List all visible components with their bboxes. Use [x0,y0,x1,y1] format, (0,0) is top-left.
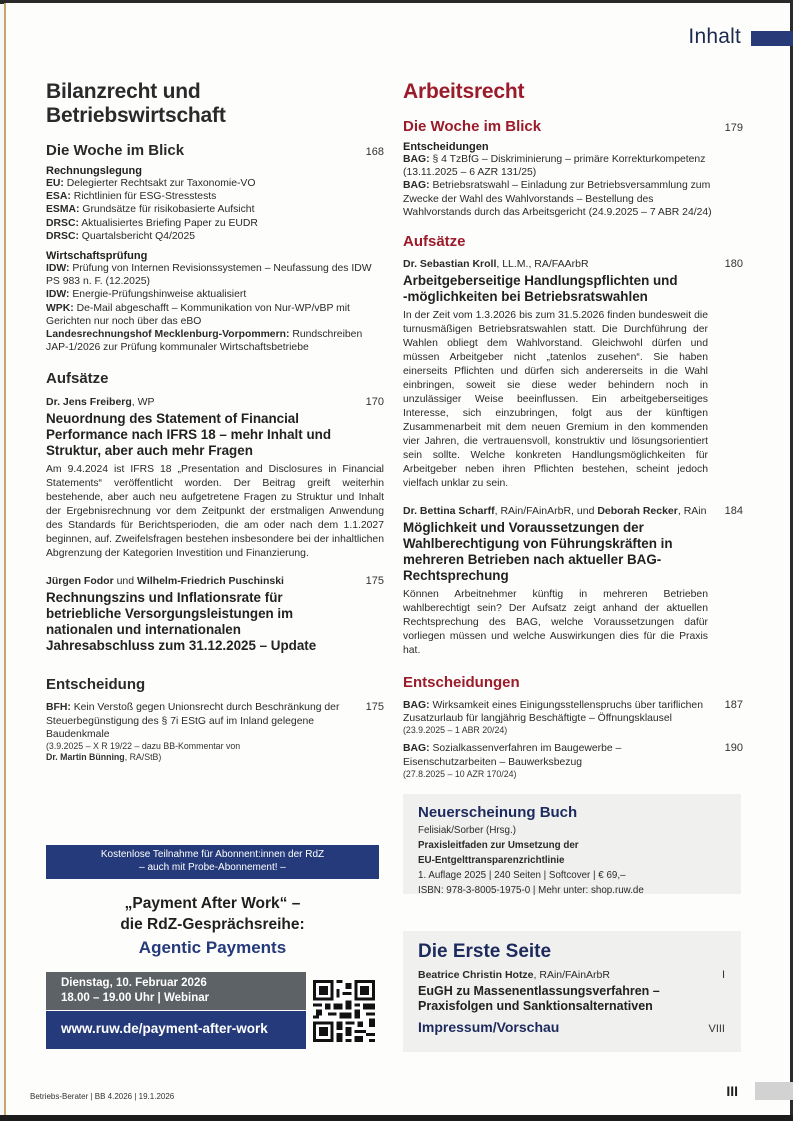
article-title[interactable]: Rechnungszins und Inflationsrate für betriebliche Versorgungsleistungen im nationalen und internationalen Jahresabschluss zum 31.12.2025 – Update [46,590,317,654]
list-item[interactable]: IDW: Energie-Prüfungshinweise aktualisiert [46,289,247,301]
woche-title[interactable]: Die Woche im Blick [46,142,185,159]
first-page-box [403,931,741,1052]
decision-text: BFH: Kein Verstoß gegen Unionsrecht durch Beschränkung der Steuerbegünstigung des § 7i EStG auf im Inland gelegene Baudenkmale [46,702,340,740]
first-page-author-row [418,969,725,981]
aufsaetze-title: Aufsätze [46,370,109,388]
list-item[interactable]: WPK: De-Mail abgeschafft – Kommunikation von Nur-WP/vBP mit Gerichten nur noch über das eBO [46,302,350,327]
woche-header [403,118,743,135]
book-isbn[interactable]: ISBN: 978-3-8005-1975-0 | Mehr unter: shop.ruw.de [418,885,644,896]
ad-banner [46,845,379,879]
first-page-title: Die Erste Seite [418,941,552,962]
page-number: VIII [708,1023,725,1035]
book-box-title: Neuerscheinung Buch [418,804,578,821]
list-item[interactable]: EU: Delegierter Rechtsakt zur Taxonomie-VO [46,178,256,189]
article-author: Dr. Jens Freiberg, WP [46,396,155,409]
impressum-link[interactable]: Impressum/Vorschau [418,1019,560,1035]
book-title-line: EU-Entgelttransparenzrichtlinie [418,855,565,866]
article-abstract: Am 9.4.2024 ist IFRS 18 „Presentation and Disclosures in Financial Statements“ veröffentlicht worden. Der Beitrag greift weiterhin bestehende, aber auch neu aufgetretene Fragen zu Struktur und Inhalt der Ergebnisrechnung vor dem Zeitpunkt der erstmaligen Anwendung des Standards für Berichtsperioden, die am oder nach dem 1.1.2027 beginnen, auf. Zweifelsfragen bestehen insbesondere bei der inhaltlichen Abgrenzung der Kategorien Investition und Finanzierung. [46,464,384,560]
list-item[interactable]: DRSC: Quartalsbericht Q4/2025 [46,230,195,242]
ad-title [46,893,379,935]
list-item[interactable]: BAG: Betriebsratswahl – Einladung zur Betriebsversammlung zum Zwecke der Wahl des Wahlvorstands – Bestellung des Wahlvorstands durch das Arbeitsgericht (24.9.2025 – 7 ABR 24/24) [403,180,712,218]
ad-time: 18.00 – 19.00 Uhr | Webinar [61,992,210,1004]
decision-item[interactable] [403,699,743,736]
page-number: 175 [365,701,384,714]
list-item[interactable]: ESA: Richtlinien für ESG-Stresstests [46,191,217,203]
book-details: 1. Auflage 2025 | 240 Seiten | Softcover | € 69,– [418,870,626,881]
list-item[interactable]: DRSC: Aktualisiertes Briefing Paper zu EUDR [46,217,258,229]
list-item[interactable]: Landesrechnungshof Mecklenburg-Vorpommern: Rundschreiben JAP-1/2026 zur Prüfung kommunaler Wirtschaftsbetriebe [46,329,363,354]
page-number: 168 [365,146,384,158]
decision-reference: (3.9.2025 – X R 19/22 – dazu BB-Kommentar von Dr. Martin Bünning, RA/StB) [46,741,241,763]
article-author-row [403,505,743,517]
woche-header [46,142,384,159]
group-heading: Rechnungslegung [46,165,142,177]
ad-date-box [46,972,306,1010]
entscheidungen-title: Entscheidungen [403,674,520,692]
section-accent-bar [751,31,793,46]
article-author: Dr. Sebastian Kroll, LL.M., RA/FAArbR [403,258,589,271]
decision-item[interactable] [403,742,743,779]
decision-text: BAG: Wirksamkeit eines Einigungsstellenspruchs über tariflichen Zusatzurlaub für langjährig Beschäftigte – Öffnungsklausel [403,700,703,725]
article-title[interactable]: Arbeitgeberseitige Handlungspflichten und -möglichkeiten bei Betriebsratswahlen [403,273,678,305]
qr-code-icon[interactable] [313,980,375,1042]
page-number: 179 [724,122,743,134]
article-author: Dr. Bettina Scharff, RAin/FAinArbR, und Deborah Recker, RAin [403,505,707,518]
page-number: 184 [724,505,743,518]
list-item[interactable]: BAG: § 4 TzBfG – Diskriminierung – primäre Korrekturkompetenz (13.11.2025 – 6 AZR 131/25) [403,154,706,179]
book-announcement-box [403,794,741,894]
decision-reference: (23.9.2025 – 1 ABR 20/24) [403,725,508,736]
article-author-row [46,396,384,408]
page-number: 187 [724,699,743,712]
group-heading: Entscheidungen [403,141,489,153]
book-editors: Felisiak/Sorber (Hrsg.) [418,825,516,836]
book-title-line: Praxisleitfaden zur Umsetzung der [418,840,579,851]
ad-banner-line: – auch mit Probe-Abonnement! – [139,862,286,873]
ad-title-line: „Payment After Work“ – [124,895,301,912]
article-title[interactable]: Möglichkeit und Voraussetzungen der Wahlberechtigung von Führungskräften in mehreren Betrieben nach aktueller BAG-Rechtsprechung [403,520,673,584]
page-number: 175 [365,575,384,588]
page-tab-bar [755,1082,793,1100]
list-item[interactable]: IDW: Prüfung von Internen Revisionssystemen – Neufassung des IDW PS 983 n. F. (12.2025) [46,263,372,288]
ad-banner-line: Kostenlose Teilnahme für Abonnent:innen der RdZ [100,849,325,860]
impressum-row[interactable] [418,1019,725,1035]
page-number: 180 [724,258,743,271]
decision-item[interactable] [46,701,384,763]
column-bilanzrecht [46,80,384,763]
section-title-arbeitsrecht: Arbeitsrecht [403,80,525,103]
decision-text: BAG: Sozialkassenverfahren im Baugewerbe – Eisenschutzarbeiten – Bauwerksbezug [403,743,622,768]
article-abstract: Können Arbeitnehmer künftig in mehreren Betrieben wahlberechtigt sein? Der Aufsatz zeigt anhand der aktuellen Rechtsprechung des BAG, welche Voraussetzungen dafür vorliegen müssen und welche Auswirkungen dies für die Praxis hat. [403,589,708,657]
article-author: Beatrice Christin Hotze, RAin/FAinArbR [418,969,610,981]
section-title-bilanzrecht: Bilanzrecht und Betriebswirtschaft [46,80,226,127]
article-author: Jürgen Fodor und Wilhelm-Friedrich Puschinski [46,575,284,588]
ad-title-line: die RdZ-Gesprächsreihe: [120,916,305,933]
column-arbeitsrecht [403,80,743,780]
article-title[interactable]: EuGH zu Massenentlassungsverfahren – Praxisfolgen und Sanktionsalternativen [418,984,660,1013]
ad-topic: Agentic Payments [138,938,287,957]
footer-publication: Betriebs-Berater | BB 4.2026 | 19.1.2026 [30,1092,175,1101]
group-heading: Wirtschaftsprüfung [46,250,148,263]
aufsaetze-title: Aufsätze [403,233,466,251]
list-item[interactable]: ESMA: Grundsätze für risikobasierte Aufsicht [46,204,255,216]
page-number: 170 [365,396,384,409]
page-number: 190 [724,742,743,755]
section-label: Inhalt [688,25,741,48]
decision-reference: (27.8.2025 – 10 AZR 170/24) [403,768,517,779]
article-author-row [403,258,743,270]
ad-date: Dienstag, 10. Februar 2026 [61,977,207,989]
page-number: I [721,969,725,981]
article-abstract: In der Zeit vom 1.3.2026 bis zum 31.5.2026 finden bundesweit die turnusmäßigen Betriebsratswahlen statt. Die Durchführung der Wahlen obliegt dem Wahlvorstand. Gleichwohl dürfen und müssen Arbeitgeber nicht „tatenlos zusehen“. Sie haben einerseits Pflichten und dürfen sich andererseits in die Wahl einbringen, soweit sie diese weder behindern noch in unzulässiger Weise beeinflussen. Ein arbeitgeberseitiges Interesse, sich einzubringen, folgt aus der künftigen Zusammenarbeit mit dem neuen Gremium in den kommenden vier Jahren, die vertrauensvoll, konstruktiv und lösungsorientiert sein sollte. Welche konkreten Handlungsmöglichkeiten für Arbeitgeber neben ihren Pflichten bestehen, scheint jedoch vielfach unklar zu sein. [403,310,708,490]
ad-url-link[interactable]: www.ruw.de/payment-after-work [46,1011,306,1049]
article-title[interactable]: Neuordnung des Statement of Financial Performance nach IFRS 18 – mehr Inhalt und Struktur, aber auch mehr Fragen [46,411,331,459]
page-number-footer: III [726,1083,738,1099]
scan-edge-bottom [0,1115,793,1121]
woche-title[interactable]: Die Woche im Blick [403,118,542,135]
article-author-row [46,575,384,587]
entscheidung-title: Entscheidung [46,676,146,694]
